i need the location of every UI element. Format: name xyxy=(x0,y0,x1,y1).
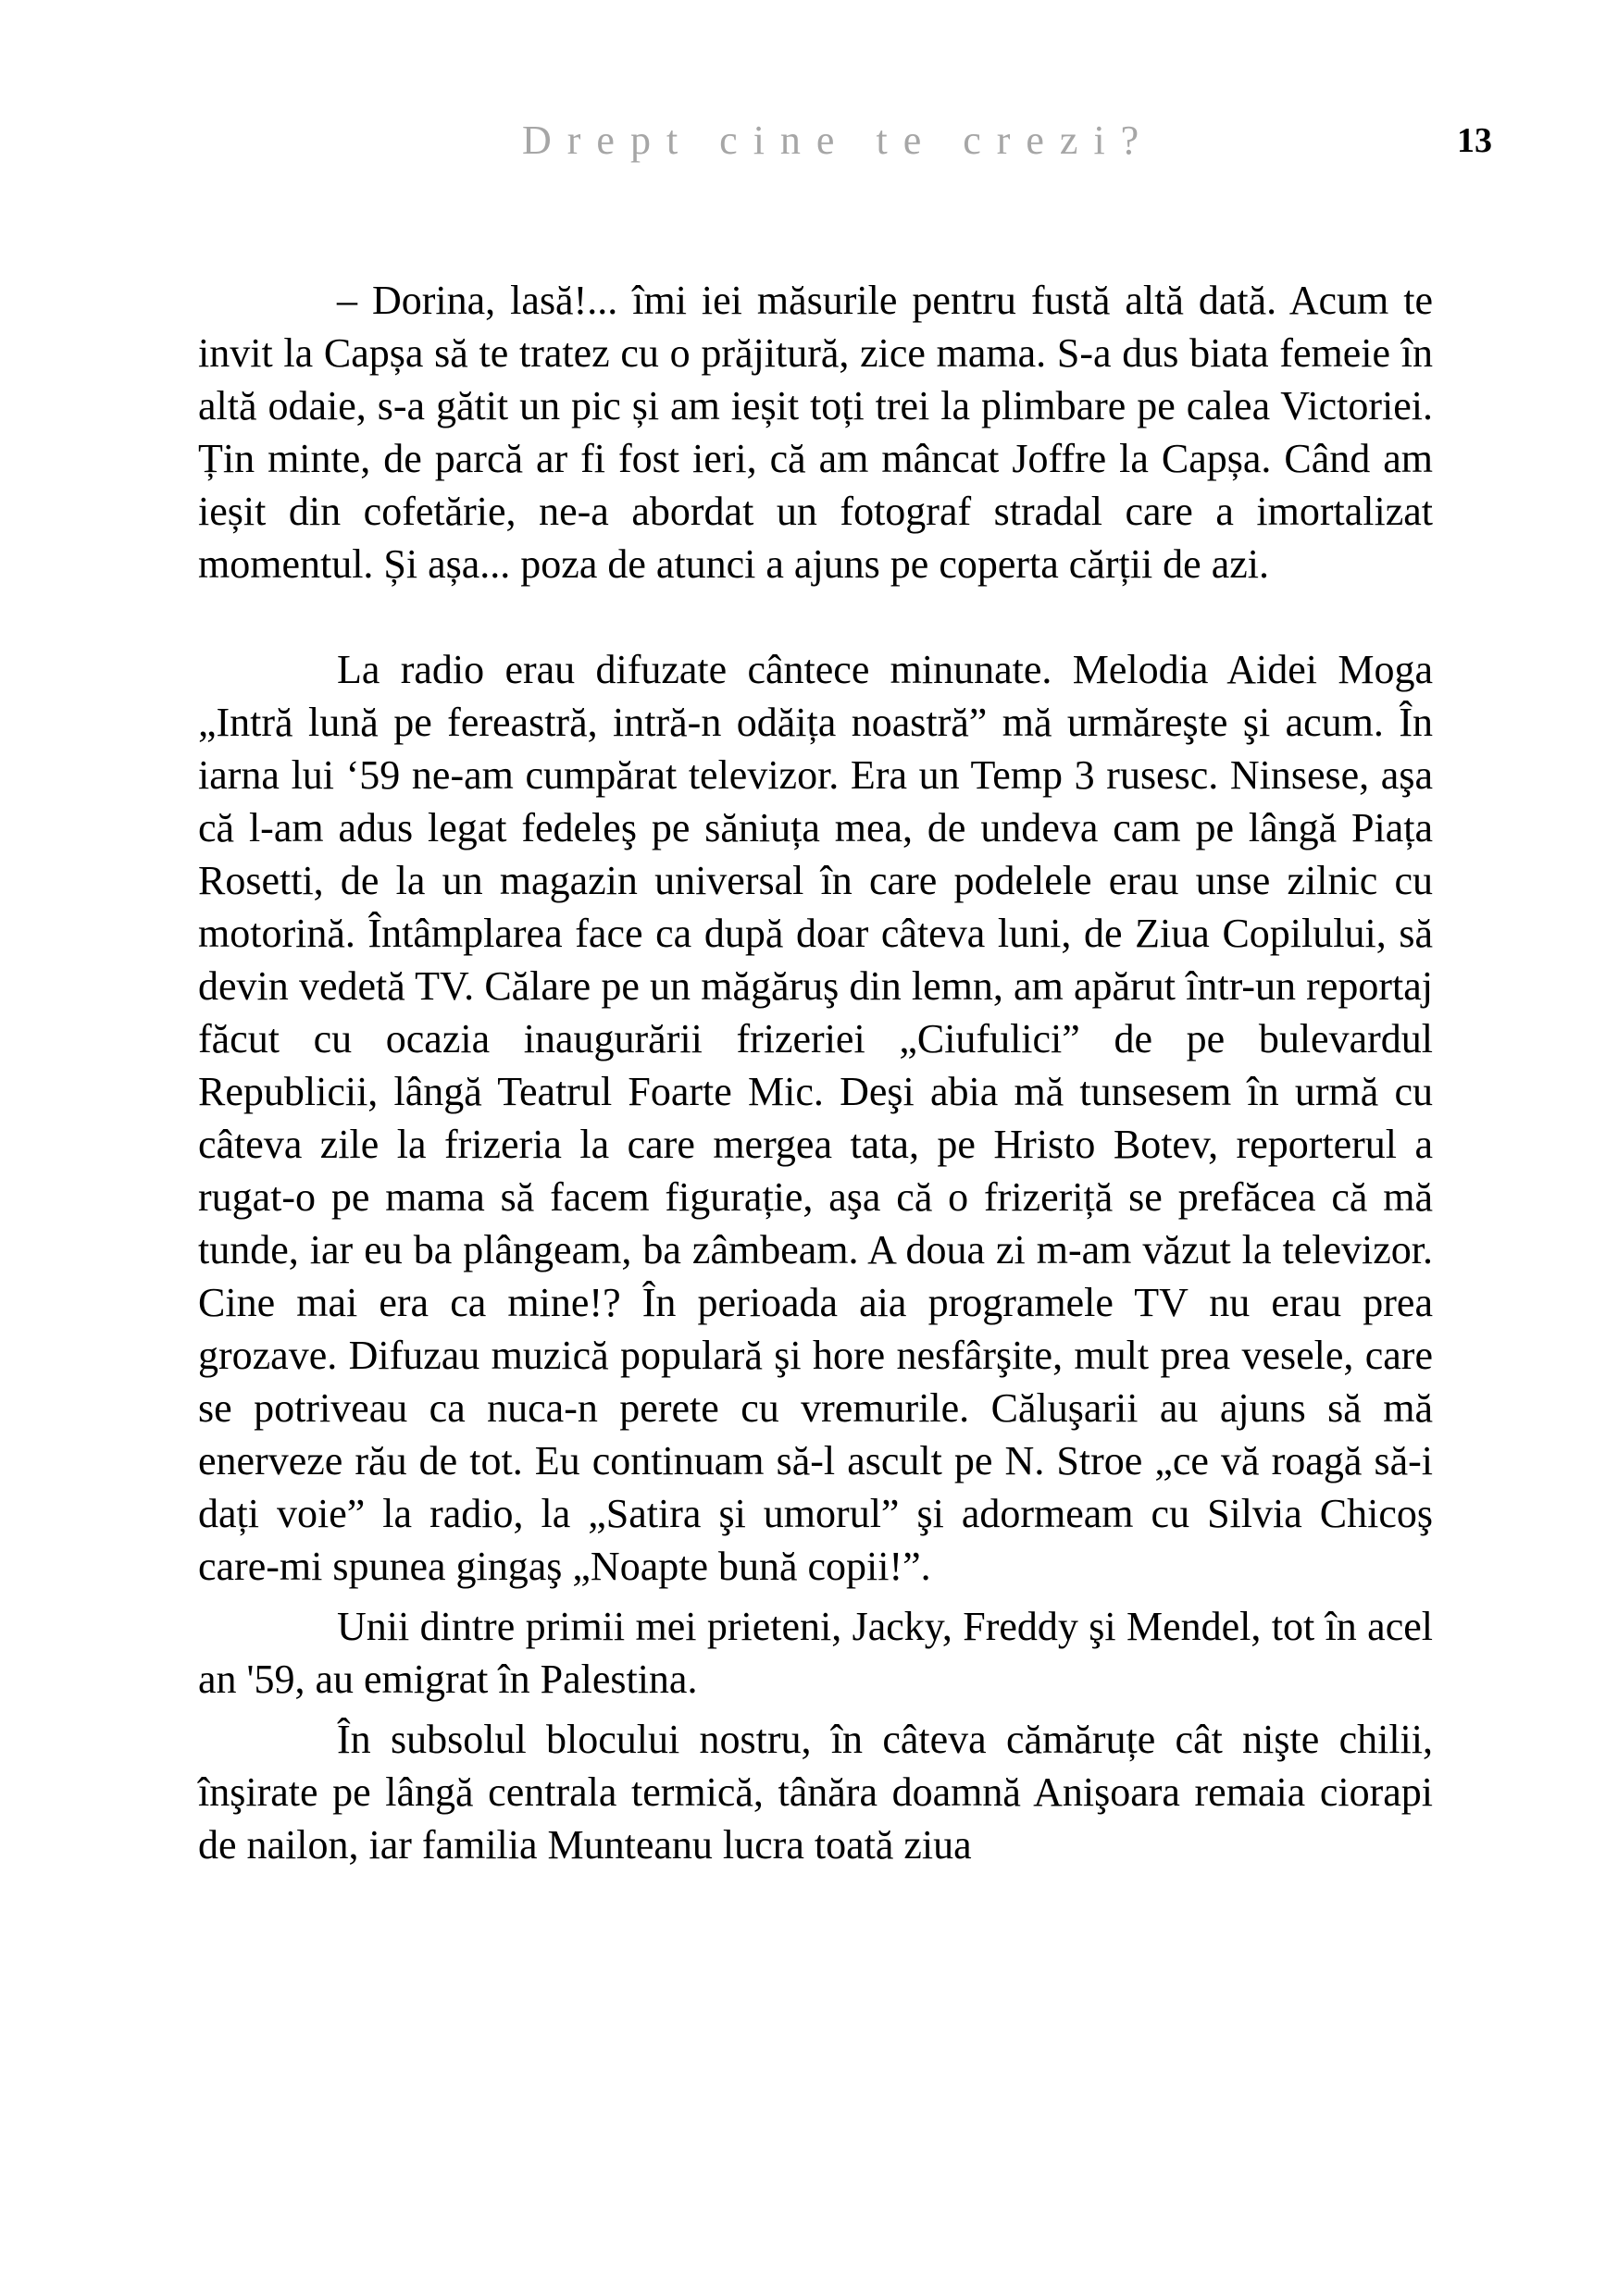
running-header xyxy=(0,117,1618,172)
running-title: Drept cine te crezi? xyxy=(522,118,1155,163)
paragraph-radio-tv: La radio erau difuzate cântece minunate. Melodia Aidei Moga „Intră lună pe fereastră, intră-n odăița noastră” mă urmăreşte şi acum. În iarna lui ‘59 ne-am cumpărat televizor. Era un Temp 3 rusesc. Ninsese, aşa că l-am adus legat fedeleş pe săniuța mea, de undeva cam pe lângă Piața Rosetti, de la un magazin universal în care podelele erau unse zilnic cu motorină. Întâmplarea face ca după doar câteva luni, de Ziua Copilului, să devin vedetă TV. Călare pe un măgăruş din lemn, am apărut într-un reportaj făcut cu ocazia inaugurării frizeriei „Ciufulici” de pe bulevardul Republicii, lângă Teatrul Foarte Mic. Deşi abia mă tunsesem în urmă cu câteva zile la frizeria la care mergea tata, pe Hristo Botev, reporterul a rugat-o pe mama să facem figurație, aşa că o frizeriță se prefăcea că mă tunde, iar eu ba plângeam, ba zâmbeam. A doua zi m-am văzut la televizor. Cine mai era ca mine!? În perioada aia programele TV nu erau prea grozave. Difuzau muzică populară şi hore nesfârşite, mult prea vesele, care se potriveau ca nuca-n perete cu vremurile. Căluşarii au ajuns să mă enerveze rău de tot. Eu continuam să-l ascult pe N. Stroe „ce vă roagă să-i dați voie” la radio, la „Satira şi umorul” şi adormeam cu Silvia Chicoş care-mi spunea gingaş „Noapte bună copii!”. xyxy=(198,647,1433,1589)
paragraph-friends-emigrated: Unii dintre primii mei prieteni, Jacky, Freddy şi Mendel, tot în acel an '59, au emigrat în Palestina. xyxy=(198,1604,1433,1702)
page-number: 13 xyxy=(1457,121,1492,160)
paragraph-dorina: – Dorina, lasă!... îmi iei măsurile pentru fustă altă dată. Acum te invit la Capșa să te tratez cu o prăjitură, zice mama. S-a dus biata femeie în altă odaie, s-a gătit un pic și am ieșit toți trei la plimbare pe calea Victoriei. Țin minte, de parcă ar fi fost ieri, că am mâncat Joffre la Capșa. Când am ieșit din cofetărie, ne-a abordat un fotograf stradal care a imortalizat momentul. Și așa... poza de atunci a ajuns pe coperta cărții de azi. xyxy=(198,278,1433,587)
paragraph-basement: În subsolul blocului nostru, în câteva cămăruțe cât nişte chilii, înşirate pe lângă centrala termică, tânăra doamnă Anişoara remaia ciorapi de nailon, iar familia Munteanu lucra toată ziua xyxy=(198,1717,1433,1868)
body-text xyxy=(198,274,1433,1871)
